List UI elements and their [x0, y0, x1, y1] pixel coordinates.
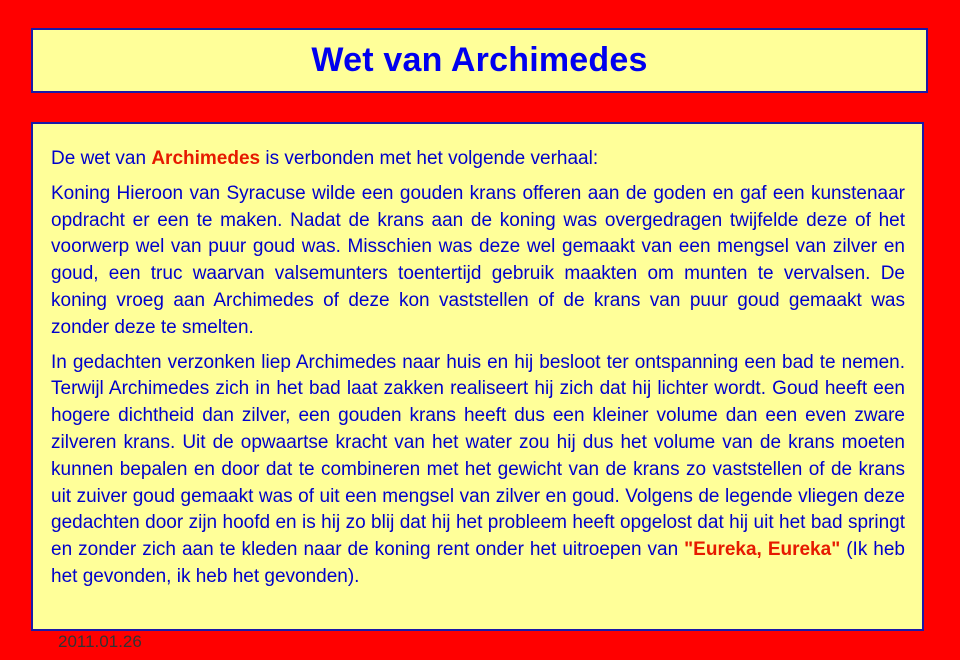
paragraph-2-after: (Ik heb het gevonden, ik heb het gevonden).	[51, 539, 906, 587]
date-label: 2011.01.26	[58, 632, 142, 651]
intro-after: is verbonden met het volgende verhaal:	[260, 148, 599, 169]
intro-before: De wet van	[51, 148, 152, 169]
content-box	[31, 122, 924, 631]
paragraph-2-before: In gedachten verzonken liep Archimedes naar huis en hij besloot ter ontspanning een bad te nemen. Terwijl Archimedes zich in het bad laat zakken realiseert hij zich dat hij lichter wordt. Goud heeft een hogere dichtheid dan zilver, een gouden krans heeft dus een kleiner volume dan een even zware zilveren krans. Uit de opwaartse kracht van het water zou hij dus het volume van de krans moeten kunnen bepalen en door dat te combineren met het gewicht van de krans zo vaststellen of de krans uit zuiver goud gemaakt was of uit een mengsel van zilver en goud. Volgens de legende vliegen deze gedachten door zijn hoofd en is hij zo blij dat hij het probleem heeft opgelost dat hij uit het bad springt en zonder zich aan te kleden naar de koning rent onder het uitroepen van	[51, 351, 905, 561]
story-paragraph-2	[51, 350, 905, 591]
story-paragraph-1: Koning Hieroon van Syracuse wilde een gouden krans offeren aan de goden en gaf een kunstenaar opdracht er een te maken. Nadat de krans aan de koning was overgedragen twijfelde deze of het voorwerp wel van puur goud was. Misschien was deze wel gemaakt van een mengsel van zilver en goud, een truc waarvan valsemunters toentertijd gebruik maakten om munten te vervalsen. De koning vroeg aan Archimedes of deze kon vaststellen of de krans van puur goud gemaakt was zonder deze te smelten.	[51, 182, 905, 338]
archimedes-highlight: Archimedes	[151, 148, 261, 169]
intro-paragraph	[51, 146, 905, 173]
title-box	[31, 28, 928, 93]
page-title: Wet van Archimedes	[311, 41, 648, 79]
eureka-highlight: "Eureka, Eureka"	[684, 539, 841, 561]
